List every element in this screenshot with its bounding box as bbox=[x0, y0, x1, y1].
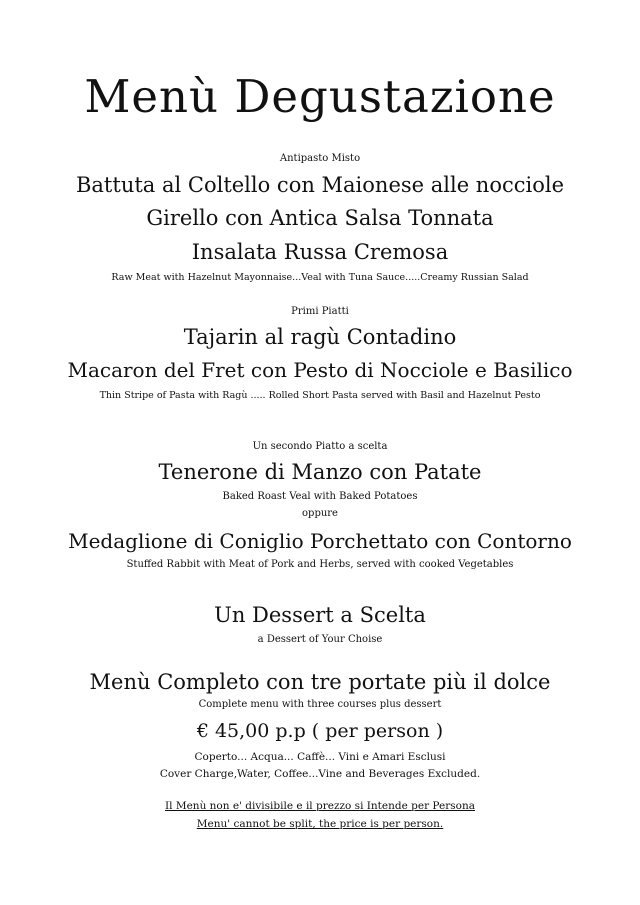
antipasto-dish-3: Insalata Russa Cremosa bbox=[191, 240, 449, 264]
page-title: Menù Degustazione bbox=[84, 70, 556, 123]
complete-menu-translation: Complete menu with three courses plus dessert bbox=[198, 699, 442, 710]
excluded-english: Cover Charge,Water, Coffee...Vine and Beverages Excluded. bbox=[159, 768, 481, 780]
secondi-or: oppure bbox=[302, 508, 338, 519]
secondo-option-1: Tenerone di Manzo con Patate bbox=[158, 460, 482, 484]
secondo-option-2: Medaglione di Coniglio Porchettato con Contorno bbox=[68, 529, 572, 553]
secondi-heading: Un secondo Piatto a scelta bbox=[252, 441, 388, 452]
secondo-option-2-translation: Stuffed Rabbit with Meat of Pork and Herbs, served with cooked Vegetables bbox=[126, 559, 514, 570]
secondo-option-1-translation: Baked Roast Veal with Baked Potatoes bbox=[222, 491, 418, 502]
primo-dish-1: Tajarin al ragù Contadino bbox=[183, 325, 457, 349]
menu-price: € 45,00 p.p ( per person ) bbox=[196, 720, 444, 742]
dessert-heading: Un Dessert a Scelta bbox=[214, 603, 426, 627]
primi-heading: Primi Piatti bbox=[291, 306, 349, 317]
excluded-italian: Coperto... Acqua... Caffè... Vini e Amari Esclusi bbox=[194, 751, 446, 763]
antipasto-dish-2: Girello con Antica Salsa Tonnata bbox=[146, 206, 494, 230]
antipasti-translation: Raw Meat with Hazelnut Mayonnaise...Veal with Tuna Sauce.....Creamy Russian Salad bbox=[111, 272, 529, 283]
antipasti-heading: Antipasto Misto bbox=[279, 153, 361, 164]
complete-menu-heading: Menù Completo con tre portate più il dolce bbox=[89, 670, 551, 694]
primo-dish-2: Macaron del Fret con Pesto di Nocciole e Basilico bbox=[67, 358, 573, 382]
note-english: Menu' cannot be split, the price is per person. bbox=[196, 818, 444, 830]
dessert-translation: a Dessert of Your Choise bbox=[257, 634, 383, 645]
note-italian: Il Menù non e' divisibile e il prezzo si Intende per Persona bbox=[165, 800, 475, 812]
primi-translation: Thin Stripe of Pasta with Ragù ..... Rolled Short Pasta served with Basil and Hazelnut Pesto bbox=[99, 390, 541, 401]
antipasto-dish-1: Battuta al Coltello con Maionese alle nocciole bbox=[75, 173, 564, 197]
